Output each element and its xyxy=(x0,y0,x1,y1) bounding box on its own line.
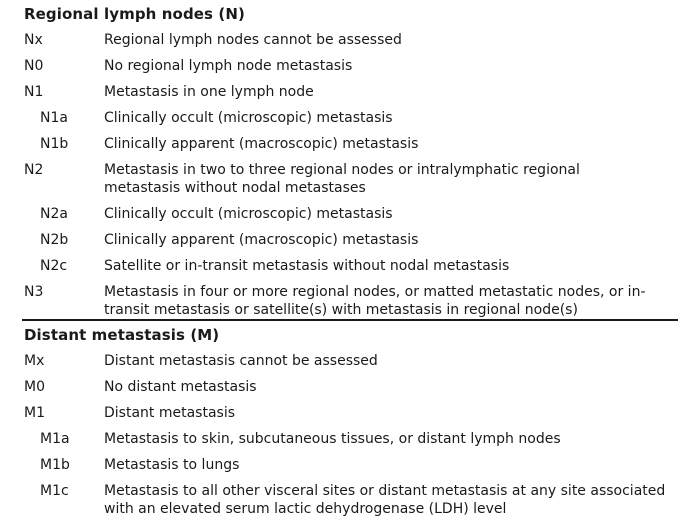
stage-code: N2c xyxy=(40,258,68,274)
stage-description: Metastasis in two to three regional nodes or intralymphatic regional metastasis without nodal metastases xyxy=(104,162,580,196)
stage-code: M1b xyxy=(40,457,70,473)
stage-code: M1a xyxy=(40,431,70,447)
stage-description: Clinically occult (microscopic) metastasis xyxy=(104,110,393,126)
stage-description: Distant metastasis cannot be assessed xyxy=(104,353,378,369)
stage-description: Metastasis to lungs xyxy=(104,457,240,473)
stage-code: N2b xyxy=(40,232,69,248)
stage-description: Metastasis to all other visceral sites or distant metastasis at any site associated with an elevated serum lactic dehydrogenase (LDH) level xyxy=(104,483,666,517)
stage-description: Distant metastasis xyxy=(104,405,236,421)
stage-code: M1 xyxy=(24,405,45,421)
stage-code: M0 xyxy=(24,379,45,395)
stage-code: N1 xyxy=(24,84,44,100)
stage-description: No regional lymph node metastasis xyxy=(104,58,353,74)
stage-code: Nx xyxy=(24,32,43,48)
distant-metastasis-title: Distant metastasis (M) xyxy=(24,326,220,344)
stage-description: No distant metastasis xyxy=(104,379,257,395)
stage-description: Metastasis to skin, subcutaneous tissues, or distant lymph nodes xyxy=(104,431,561,447)
stage-description: Regional lymph nodes cannot be assessed xyxy=(104,32,402,48)
stage-code: N2a xyxy=(40,206,68,222)
stage-code: Mx xyxy=(24,353,45,369)
stage-description: Clinically apparent (macroscopic) metastasis xyxy=(104,232,419,248)
stage-code: N3 xyxy=(24,284,44,300)
stage-description: Metastasis in one lymph node xyxy=(104,84,314,100)
stage-description: Clinically apparent (macroscopic) metastasis xyxy=(104,136,419,152)
stage-code: M1c xyxy=(40,483,69,499)
stage-code: N2 xyxy=(24,162,44,178)
stage-description: Satellite or in-transit metastasis without nodal metastasis xyxy=(104,258,510,274)
stage-code: N1a xyxy=(40,110,68,126)
section-divider xyxy=(22,319,678,321)
stage-code: N1b xyxy=(40,136,69,152)
regional-lymph-nodes-title: Regional lymph nodes (N) xyxy=(24,5,245,23)
stage-description: Metastasis in four or more regional nodes, or matted metastatic nodes, or in-transit metastasis or satellite(s) with metastasis in regional node(s) xyxy=(104,284,646,318)
stage-code: N0 xyxy=(24,58,44,74)
stage-description: Clinically occult (microscopic) metastasis xyxy=(104,206,393,222)
